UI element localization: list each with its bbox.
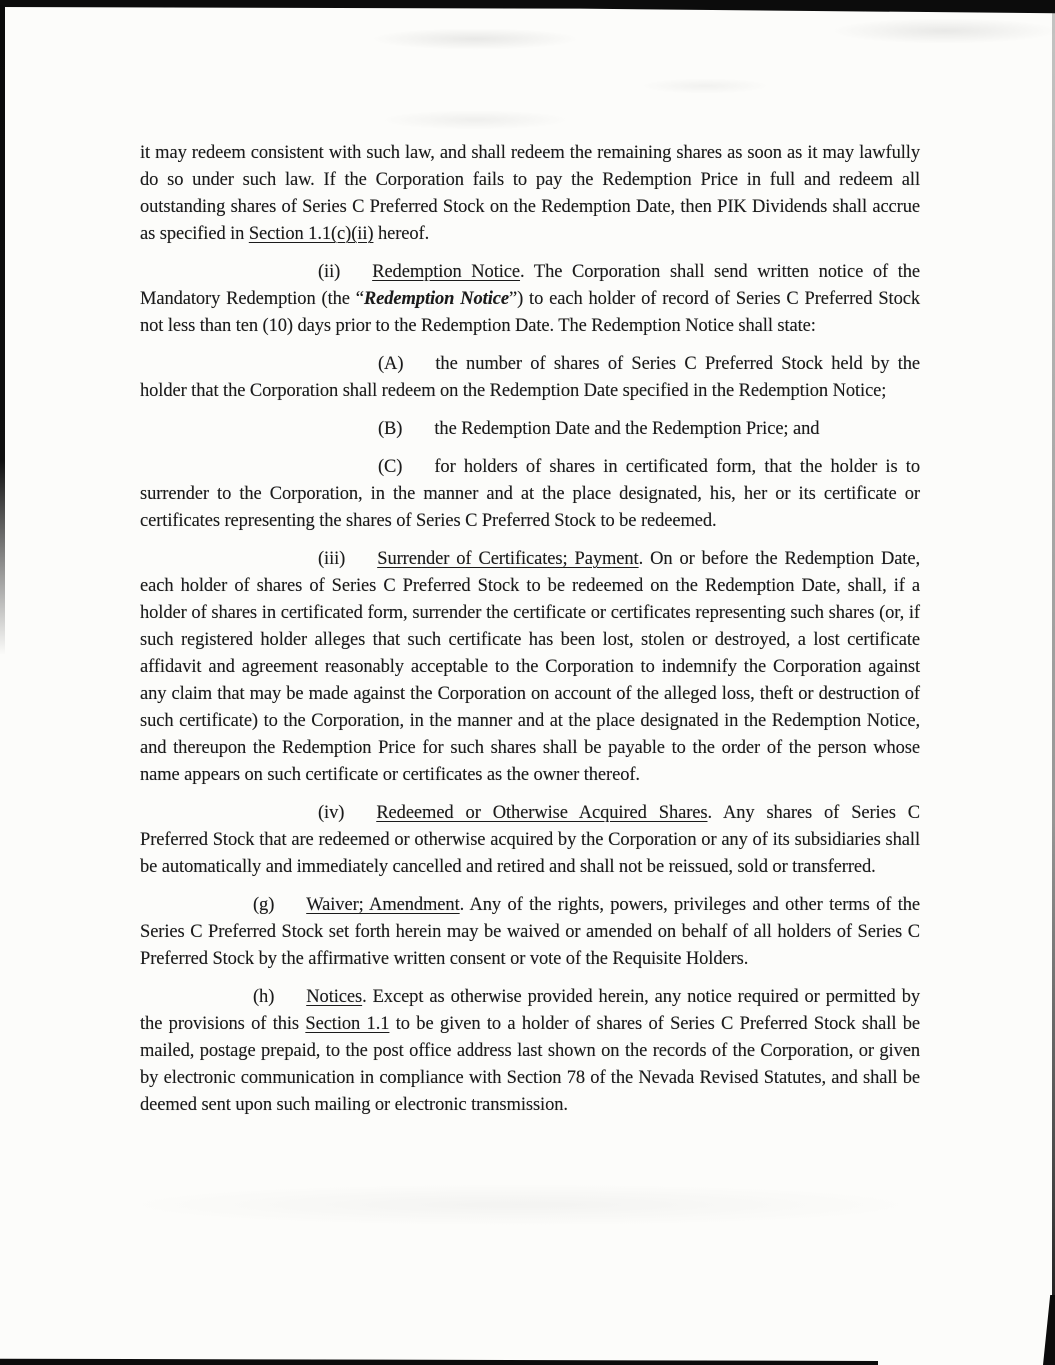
scan-smudge [640,78,770,94]
paragraph-ii [140,259,920,340]
body-text: hereof. [373,224,430,244]
clause-label: (A) [378,354,404,374]
clause-label: (C) [378,457,403,477]
body-text: . Any shares of Series C Preferred Stock that are redeemed or otherwise acquired by the Corporation or any of its subsidiaries shall be automatically and immediately cancelled and retired and shall not be reissued, sold or transferred. [140,803,921,877]
body-text: . On or before the Redemption Date, each holder of shares of Series C Preferred Stock to be redeemed on the Redemption Date, shall, if a holder of shares in certificated form, surrender the certificate or certificates representing such shares (or, if such registered holder alleges that such certificate has been lost, stolen or destroyed, a lost certificate affidavit and agreement reasonably acceptable to the Corporation to indemnify the Corporation against any claim that may be made against the Corporation on account of the alleged loss, theft or destruction of such certificate) to the Corporation, in the manner and at the place designated in the Redemption Notice, and thereupon the Redemption Price for such shares shall be payable to the order of the person whose name appears on such certificate or certificates as the owner thereof. [140,549,920,785]
body-text: for holders of shares in certificated form, that the holder is to surrender to the Corporation, in the manner and at the place designated, his, her or its certificate or certificates representing the shares of Series C Preferred Stock to be redeemed. [140,457,920,531]
body-text: to be given to a holder of shares of Series C Preferred Stock shall be mailed, postage prepaid, to the post office address last shown on the records of the Corporation, or given by electronic communication in compliance with Section 78 of the Nevada Revised Statutes, and shall be deemed sent upon such mailing or electronic transmission. [140,1014,920,1115]
scan-edge-bottom-right [1043,1295,1055,1365]
defined-term: Redemption Notice [363,289,509,309]
document-text [140,140,920,1130]
body-text: the Redemption Date and the Redemption Price; and [434,419,820,439]
body-text: . Except as otherwise provided herein, any notice required or permitted by the provisions of this [140,987,920,1034]
body-text: ”) to each holder of record of Series C Preferred Stock not less than ten (10) days prior to the Redemption Date. The Redemption Notice shall state: [140,289,920,336]
underlined-text: Notices [306,987,363,1007]
underlined-text: Redemption Notice [372,262,521,282]
clause-label: (h) [253,987,275,1007]
clause-label: (iv) [318,803,345,823]
paragraph-iv [140,800,920,881]
underlined-text: Redeemed or Otherwise Acquired Shares [376,803,708,823]
paragraph-iii [140,546,920,789]
scan-smudge [140,1185,900,1225]
scan-edge-bottom [0,1356,878,1365]
underlined-text: Section 1.1 [305,1014,390,1034]
paragraph-continuation [140,140,920,248]
paragraph-C [140,454,920,535]
underlined-text: Section 1.1(c)(ii) [248,224,374,244]
paragraph-B [140,416,920,443]
scan-smudge [380,110,570,130]
scan-smudge [830,18,1055,44]
paragraph-A [140,351,920,405]
clause-label: (g) [253,895,275,915]
paragraph-g [140,892,920,973]
body-text: the number of shares of Series C Preferred Stock held by the holder that the Corporation shall redeem on the Redemption Date specified in the Redemption Notice; [140,354,920,401]
underlined-text: Waiver; Amendment [306,895,460,915]
paragraph-h [140,984,920,1119]
scan-smudge [370,28,580,50]
body-text: . Any of the rights, powers, privileges and other terms of the Series C Preferred Stock set forth herein may be waived or amended on behalf of all holders of Series C Preferred Stock by the affirmative written consent or vote of the Requisite Holders. [140,895,920,969]
scan-edge-left [0,5,5,655]
clause-label: (iii) [318,549,346,569]
underlined-text: Surrender of Certificates; Payment [377,549,639,569]
clause-label: (B) [378,419,403,439]
body-text: it may redeem consistent with such law, and shall redeem the remaining shares as soon as it may lawfully do so under such law. If the Corporation fails to pay the Redemption Price in full and redeem all outstanding shares of Series C Preferred Stock on the Redemption Date, then PIK Dividends shall accrue as specified in [140,143,920,244]
scan-edge-top [0,0,1055,14]
body-text: . The Corporation shall send written notice of the Mandatory Redemption (the “ [140,262,921,309]
clause-label: (ii) [318,262,341,282]
